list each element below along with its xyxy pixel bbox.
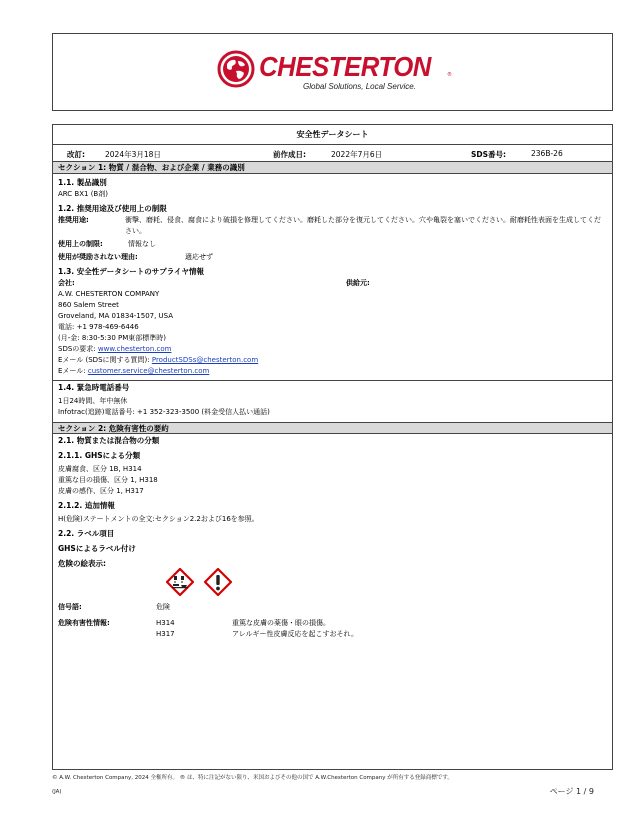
sds-request-label: SDSの要求:	[58, 345, 96, 353]
section1-body	[53, 177, 612, 377]
signal-word-label: 信号語:	[58, 603, 82, 611]
emergency-title: 1.4. 緊急時電話番号	[58, 383, 130, 392]
additional-info-title: 2.1.2. 追加情報	[58, 501, 115, 510]
email1-row	[58, 355, 607, 366]
prev-label: 前作成日:	[273, 150, 306, 159]
supplier-info-title: 1.3. 安全性データシートのサプライヤ情報	[58, 267, 205, 276]
hazard-text: アレルギー性皮膚反応を起こすおそれ。	[232, 630, 358, 638]
product-id-title: 1.1. 製品識別	[58, 178, 107, 187]
document-title: 安全性データシート	[53, 125, 612, 145]
emergency-line: 1日24時間、年中無休	[58, 397, 128, 405]
use-value: 衝撃、磨耗、侵食、腐食により破損を修理してください。磨耗した部分を復元してください。穴や亀裂を塞いでください。耐磨耗性表面を生成してください。	[125, 216, 601, 235]
company-label: 会社:	[58, 279, 75, 287]
product-name: ARC BX1 (B剤)	[58, 190, 108, 198]
restriction-row	[58, 239, 607, 250]
sds-email-link[interactable]: ProductSDSs@chesterton.com	[151, 356, 259, 364]
revised-value: 2024年3月18日	[105, 150, 161, 159]
hazard-row	[58, 629, 607, 640]
label-elements-title: 2.2. ラベル項目	[58, 529, 115, 538]
globe-icon	[217, 50, 255, 88]
email2-label: Eメール:	[58, 367, 86, 375]
prev-value: 2022年7月6日	[331, 150, 383, 159]
sds-document	[52, 124, 613, 769]
divider	[53, 380, 612, 381]
signal-word-value: 危険	[156, 603, 170, 611]
classification-item: 皮膚腐食、区分 1B, H314	[58, 465, 142, 473]
sds-request-row	[58, 344, 607, 355]
classification-title: 2.1. 物質または混合物の分類	[58, 436, 160, 445]
emergency-block	[53, 382, 612, 418]
section2-header: セクション 2: 危険有害性の要約	[53, 422, 612, 434]
restriction-value: 情報なし	[128, 240, 156, 248]
hazard-text: 重篤な皮膚の薬傷・眼の損傷。	[232, 619, 330, 627]
recommended-use-title: 1.2. 推奨用途及び使用上の制限	[58, 204, 167, 213]
website-link[interactable]: www.chesterton.com	[97, 345, 172, 353]
company-line: Groveland, MA 01834-1507, USA	[58, 312, 174, 320]
use-label: 推奨用途:	[58, 216, 89, 224]
corrosion-icon	[166, 568, 194, 596]
section1-header: セクション 1: 物質 / 混合物、および企業 / 業務の識別	[53, 162, 612, 174]
email1-label: Eメール (SDSに関する質問):	[58, 356, 150, 364]
header-box	[52, 33, 613, 111]
company-supplier-row	[58, 278, 607, 289]
hazard-statements-label: 危険有害性情報:	[58, 619, 110, 627]
email2-row	[58, 366, 607, 377]
company-line: A.W. CHESTERTON COMPANY	[58, 290, 160, 298]
page-number: ページ 1 / 9	[549, 787, 594, 796]
ghs-classification-title: 2.1.1. GHSによる分類	[58, 451, 141, 460]
exclamation-icon	[204, 568, 232, 596]
company-line: (月-金: 8:30-5:30 PM東部標準時)	[58, 334, 167, 342]
company-line: 860 Salem Street	[58, 301, 119, 309]
sds-number-label: SDS番号:	[471, 150, 507, 159]
section2-body	[53, 435, 612, 640]
not-recommended-row	[58, 252, 607, 263]
supplier-label: 供給元:	[346, 279, 370, 287]
company-logo	[217, 50, 457, 98]
additional-info: H(危険)ステートメントの全文:セクション2.2および16を参照。	[58, 515, 259, 523]
hazard-spacer	[58, 629, 156, 640]
footer-copyright: © A.W. Chesterton Company, 2024 全権所有。 ® は、特に注記がない限り、米国およびその他の国で A.W.Chesterton Company が所有する登録商標です。	[52, 775, 453, 781]
hazard-code: H314	[156, 619, 175, 627]
not-recommended-value: 適応せず	[185, 253, 213, 261]
pictogram-label: 危険の絵表示:	[58, 559, 106, 568]
recommended-use-row	[58, 215, 607, 237]
not-recommended-label: 使用が奨励されない理由:	[58, 253, 138, 261]
ghs-labelling-title: GHSによるラベル付け	[58, 544, 136, 553]
revision-row	[53, 145, 612, 162]
customer-service-email-link[interactable]: customer.service@chesterton.com	[87, 367, 210, 375]
hazard-row	[58, 618, 607, 629]
footer-language: (JA)	[52, 789, 62, 795]
revised-label: 改訂:	[67, 150, 85, 159]
pictogram-row	[166, 568, 607, 596]
footer-divider	[52, 769, 613, 770]
emergency-line: Infotrac(追跡)電話番号: +1 352-323-3500 (料金受信人払い通話)	[58, 408, 270, 416]
company-line: 電話: +1 978-469-6446	[58, 323, 139, 331]
logo-wordmark: CHESTERTON	[259, 51, 431, 82]
logo-tagline: Global Solutions, Local Service.	[303, 82, 416, 91]
restriction-label: 使用上の制限:	[58, 240, 103, 248]
logo-registered-mark: ®	[447, 72, 452, 78]
hazard-code: H317	[156, 630, 175, 638]
signal-word-row	[58, 602, 607, 613]
sds-number-value: 236B-26	[531, 149, 563, 158]
classification-item: 皮膚の感作、区分 1, H317	[58, 487, 144, 495]
classification-item: 重篤な目の損傷、区分 1, H318	[58, 476, 158, 484]
